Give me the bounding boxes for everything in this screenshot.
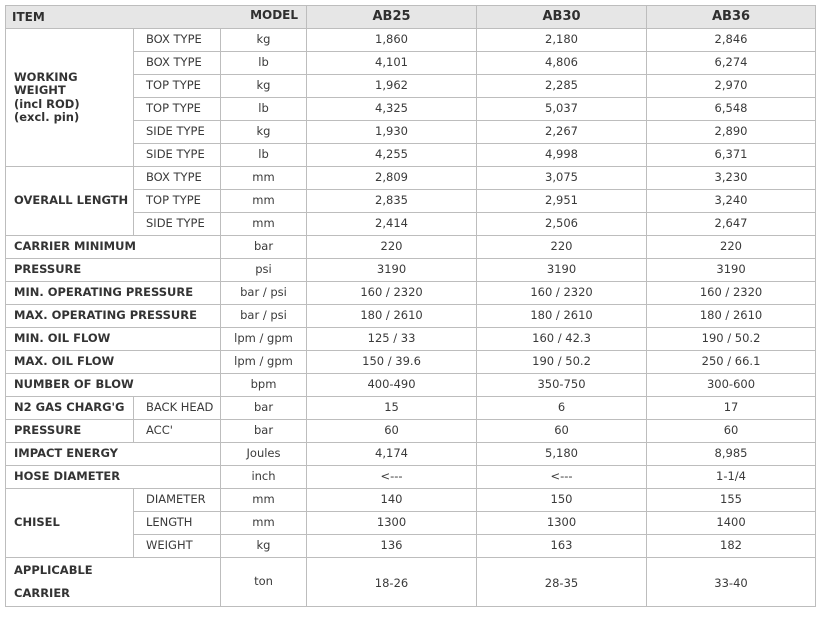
table-row bbox=[6, 489, 816, 512]
row-label: HOSE DIAMETER bbox=[6, 466, 221, 489]
row-sublabel: BOX TYPE bbox=[134, 52, 221, 75]
value-cell: 220 bbox=[307, 236, 477, 259]
unit-cell: psi bbox=[221, 259, 307, 282]
row-sublabel: TOP TYPE bbox=[134, 98, 221, 121]
value-cell: 1300 bbox=[477, 512, 647, 535]
unit-cell: bar bbox=[221, 397, 307, 420]
value-cell: 4,174 bbox=[307, 443, 477, 466]
value-cell: 2,180 bbox=[477, 29, 647, 52]
row-label: MIN. OIL FLOW bbox=[6, 328, 221, 351]
model-header-ab25: AB25 bbox=[307, 6, 477, 29]
value-cell: 4,806 bbox=[477, 52, 647, 75]
value-cell: 400-490 bbox=[307, 374, 477, 397]
unit-cell: mm bbox=[221, 167, 307, 190]
value-cell: 350-750 bbox=[477, 374, 647, 397]
value-cell: 5,037 bbox=[477, 98, 647, 121]
unit-cell: mm bbox=[221, 512, 307, 535]
value-cell: 2,647 bbox=[647, 213, 816, 236]
model-header-ab36: AB36 bbox=[647, 6, 816, 29]
value-cell: 2,951 bbox=[477, 190, 647, 213]
value-cell: 182 bbox=[647, 535, 816, 558]
group-applicable-carrier-line: CARRIER bbox=[14, 586, 71, 600]
value-cell: 33-40 bbox=[647, 558, 816, 607]
value-cell: 18-26 bbox=[307, 558, 477, 607]
row-sublabel: DIAMETER bbox=[134, 489, 221, 512]
value-cell: 190 / 50.2 bbox=[477, 351, 647, 374]
row-label: NUMBER OF BLOW bbox=[6, 374, 221, 397]
row-label: PRESSURE bbox=[6, 259, 221, 282]
unit-cell: lb bbox=[221, 98, 307, 121]
model-header-ab30: AB30 bbox=[477, 6, 647, 29]
unit-cell: lpm / gpm bbox=[221, 351, 307, 374]
value-cell: 1,860 bbox=[307, 29, 477, 52]
unit-cell: ton bbox=[221, 558, 307, 607]
value-cell: 1,930 bbox=[307, 121, 477, 144]
group-n2-gas-pressure bbox=[6, 420, 134, 443]
group-working-weight: WORKING WEIGHT (incl ROD) (excl. pin) bbox=[6, 29, 134, 167]
value-cell: 6,274 bbox=[647, 52, 816, 75]
table-row bbox=[6, 167, 816, 190]
value-cell: 1300 bbox=[307, 512, 477, 535]
value-cell: 2,267 bbox=[477, 121, 647, 144]
value-cell: 2,506 bbox=[477, 213, 647, 236]
value-cell: 6,548 bbox=[647, 98, 816, 121]
table-row bbox=[6, 374, 816, 397]
table-row bbox=[6, 282, 816, 305]
group-applicable-carrier bbox=[6, 558, 221, 607]
value-cell: 4,998 bbox=[477, 144, 647, 167]
row-sublabel: TOP TYPE bbox=[134, 190, 221, 213]
value-cell: 2,846 bbox=[647, 29, 816, 52]
table-row bbox=[6, 397, 816, 420]
unit-cell: mm bbox=[221, 213, 307, 236]
value-cell: <--- bbox=[307, 466, 477, 489]
row-sublabel: TOP TYPE bbox=[134, 75, 221, 98]
unit-cell: lpm / gpm bbox=[221, 328, 307, 351]
unit-cell: kg bbox=[221, 121, 307, 144]
value-cell: 8,985 bbox=[647, 443, 816, 466]
table-row bbox=[6, 259, 816, 282]
unit-cell: kg bbox=[221, 535, 307, 558]
header-row bbox=[6, 6, 816, 29]
value-cell: 136 bbox=[307, 535, 477, 558]
value-cell: <--- bbox=[477, 466, 647, 489]
value-cell: 17 bbox=[647, 397, 816, 420]
row-label: MIN. OPERATING PRESSURE bbox=[6, 282, 221, 305]
group-overall-length: OVERALL LENGTH bbox=[6, 167, 134, 236]
row-sublabel: BOX TYPE bbox=[134, 29, 221, 52]
value-cell: 250 / 66.1 bbox=[647, 351, 816, 374]
value-cell: 1400 bbox=[647, 512, 816, 535]
row-label: MAX. OIL FLOW bbox=[6, 351, 221, 374]
group-applicable-carrier-line: APPLICABLE bbox=[14, 562, 93, 577]
value-cell: 3190 bbox=[477, 259, 647, 282]
unit-cell: inch bbox=[221, 466, 307, 489]
row-label: MAX. OPERATING PRESSURE bbox=[6, 305, 221, 328]
value-cell: 160 / 42.3 bbox=[477, 328, 647, 351]
unit-cell: kg bbox=[221, 29, 307, 52]
unit-cell: bar bbox=[221, 420, 307, 443]
item-header-label: ITEM bbox=[12, 10, 45, 25]
value-cell: 2,890 bbox=[647, 121, 816, 144]
value-cell: 180 / 2610 bbox=[477, 305, 647, 328]
row-label: CARRIER MINIMUM bbox=[6, 236, 221, 259]
value-cell: 60 bbox=[307, 420, 477, 443]
unit-cell: lb bbox=[221, 144, 307, 167]
row-sublabel: BACK HEAD bbox=[134, 397, 221, 420]
value-cell: 3190 bbox=[307, 259, 477, 282]
value-cell: 160 / 2320 bbox=[647, 282, 816, 305]
value-cell: 2,970 bbox=[647, 75, 816, 98]
row-sublabel: ACC' bbox=[134, 420, 221, 443]
row-sublabel: SIDE TYPE bbox=[134, 144, 221, 167]
row-sublabel: SIDE TYPE bbox=[134, 213, 221, 236]
value-cell: 2,809 bbox=[307, 167, 477, 190]
row-sublabel: BOX TYPE bbox=[134, 167, 221, 190]
value-cell: 6 bbox=[477, 397, 647, 420]
value-cell: 60 bbox=[477, 420, 647, 443]
value-cell: 2,285 bbox=[477, 75, 647, 98]
value-cell: 3,240 bbox=[647, 190, 816, 213]
row-sublabel: SIDE TYPE bbox=[134, 121, 221, 144]
group-n2-gas-line: N2 GAS CHARG'G bbox=[14, 400, 125, 415]
value-cell: 150 bbox=[477, 489, 647, 512]
row-label: IMPACT ENERGY bbox=[6, 443, 221, 466]
table-row bbox=[6, 29, 816, 52]
value-cell: 150 / 39.6 bbox=[307, 351, 477, 374]
unit-cell: lb bbox=[221, 52, 307, 75]
value-cell: 180 / 2610 bbox=[647, 305, 816, 328]
unit-cell: Joules bbox=[221, 443, 307, 466]
unit-cell: bar / psi bbox=[221, 282, 307, 305]
value-cell: 220 bbox=[477, 236, 647, 259]
group-n2-gas-pressure-line: PRESSURE bbox=[14, 423, 82, 438]
spec-table bbox=[5, 5, 816, 607]
value-cell: 5,180 bbox=[477, 443, 647, 466]
value-cell: 140 bbox=[307, 489, 477, 512]
group-n2-gas bbox=[6, 397, 134, 420]
value-cell: 125 / 33 bbox=[307, 328, 477, 351]
value-cell: 4,255 bbox=[307, 144, 477, 167]
value-cell: 15 bbox=[307, 397, 477, 420]
unit-cell: bar / psi bbox=[221, 305, 307, 328]
value-cell: 160 / 2320 bbox=[307, 282, 477, 305]
table-row bbox=[6, 305, 816, 328]
value-cell: 180 / 2610 bbox=[307, 305, 477, 328]
unit-cell: bpm bbox=[221, 374, 307, 397]
value-cell: 1,962 bbox=[307, 75, 477, 98]
table-row bbox=[6, 351, 816, 374]
value-cell: 300-600 bbox=[647, 374, 816, 397]
value-cell: 2,835 bbox=[307, 190, 477, 213]
value-cell: 155 bbox=[647, 489, 816, 512]
value-cell: 190 / 50.2 bbox=[647, 328, 816, 351]
row-sublabel: LENGTH bbox=[134, 512, 221, 535]
value-cell: 3,230 bbox=[647, 167, 816, 190]
value-cell: 2,414 bbox=[307, 213, 477, 236]
table-row bbox=[6, 558, 816, 607]
value-cell: 60 bbox=[647, 420, 816, 443]
value-cell: 220 bbox=[647, 236, 816, 259]
value-cell: 3190 bbox=[647, 259, 816, 282]
table-row bbox=[6, 420, 816, 443]
model-header-label: MODEL bbox=[250, 8, 299, 22]
table-row bbox=[6, 236, 816, 259]
value-cell: 3,075 bbox=[477, 167, 647, 190]
table-row bbox=[6, 328, 816, 351]
value-cell: 6,371 bbox=[647, 144, 816, 167]
table-row bbox=[6, 466, 816, 489]
unit-cell: bar bbox=[221, 236, 307, 259]
group-chisel: CHISEL bbox=[6, 489, 134, 558]
unit-cell: mm bbox=[221, 489, 307, 512]
value-cell: 163 bbox=[477, 535, 647, 558]
value-cell: 160 / 2320 bbox=[477, 282, 647, 305]
value-cell: 1-1/4 bbox=[647, 466, 816, 489]
value-cell: 4,325 bbox=[307, 98, 477, 121]
table-row bbox=[6, 443, 816, 466]
unit-cell: mm bbox=[221, 190, 307, 213]
item-model-header-cell bbox=[6, 6, 307, 29]
row-sublabel: WEIGHT bbox=[134, 535, 221, 558]
value-cell: 28-35 bbox=[477, 558, 647, 607]
unit-cell: kg bbox=[221, 75, 307, 98]
value-cell: 4,101 bbox=[307, 52, 477, 75]
